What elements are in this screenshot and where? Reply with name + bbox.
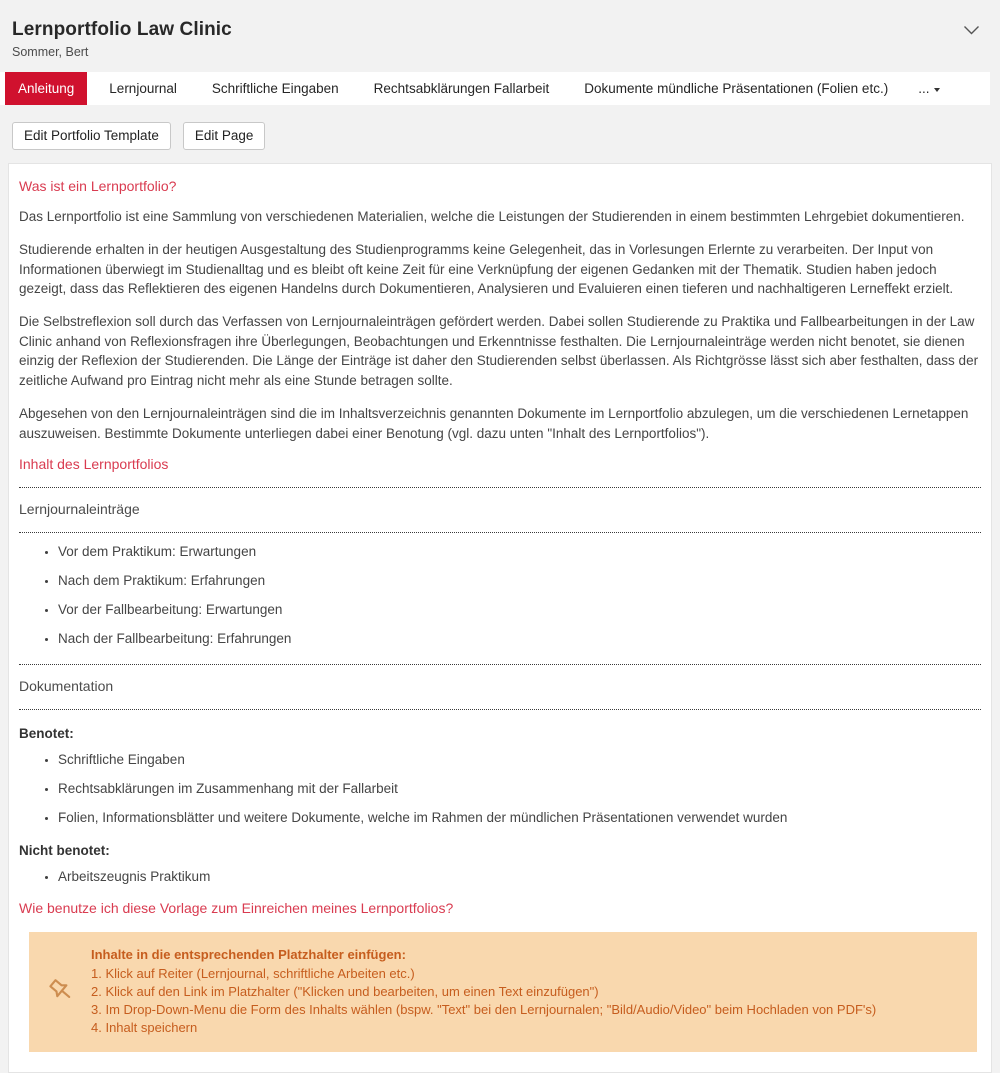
chevron-down-icon xyxy=(963,24,980,39)
tab-lernjournal[interactable] xyxy=(96,72,190,105)
section-heading-inhalt-des-lernportfolios: Inhalt des Lernportfolios xyxy=(19,456,169,473)
tab-label: Anleitung xyxy=(18,81,75,96)
callout-step: 1. Klick auf Reiter (Lernjournal, schriftliche Arbeiten etc.) xyxy=(91,965,415,981)
list-item: • Arbeitszeugnis Praktikum xyxy=(58,868,981,887)
edit-page-button[interactable]: Edit Page xyxy=(183,122,266,150)
list-item: • Folien, Informationsblätter und weitere Dokumente, welche im Rahmen der mündlichen Präsentationen verwendet wurden xyxy=(58,809,981,828)
tab-overflow-menu[interactable] xyxy=(910,72,948,105)
list-item: • Vor der Fallbearbeitung: Erwartungen xyxy=(58,601,981,620)
page-subtitle: Sommer, Bert xyxy=(12,45,89,59)
graded-label: Benotet: xyxy=(19,725,74,741)
list-item: • Schriftliche Eingaben xyxy=(58,751,981,770)
tab-overflow-label: ... xyxy=(918,81,930,96)
callout-text xyxy=(91,946,876,1037)
dotted-divider xyxy=(19,664,981,665)
list-item: • Vor dem Praktikum: Erwartungen xyxy=(58,543,981,562)
toolbar xyxy=(0,105,1000,150)
caret-down-icon xyxy=(934,88,940,92)
callout-title: Inhalte in die entsprechenden Platzhalter einfügen: xyxy=(91,947,406,963)
list-item: • Nach dem Praktikum: Erfahrungen xyxy=(58,572,981,591)
tab-label: Schriftliche Eingaben xyxy=(211,81,339,96)
page-title: Lernportfolio Law Clinic xyxy=(12,19,232,40)
tab-rechtsabklaerungen-fallarbeit[interactable] xyxy=(361,72,563,105)
ungraded-label: Nicht benotet: xyxy=(19,843,110,859)
section-title-lernjournaleintraege: Lernjournaleinträge xyxy=(19,501,140,518)
graded-documents-list xyxy=(19,751,981,828)
section-heading-was-ist-ein-lernportfolio: Was ist ein Lernportfolio? xyxy=(19,178,177,195)
dotted-divider xyxy=(19,709,981,710)
paragraph-selbstreflexion: Die Selbstreflexion soll durch das Verfassen von Lernjournaleinträgen gefördert werden. Dabei sollen Studierende zu Praktika und Fallbearbeitungen in der Law Clinic anhand von Reflexionsfragen ihre Überlegungen, Beobachtungen und Erkenntnisse festhalten. Die Lernjournaleinträge werden nicht benotet, sie dienen einzig der Reflexion der Studierenden. Die Länge der Einträge ist daher den Studierenden selbst überlassen. Als Richtgrösse lässt sich aber festhalten, dass der zeitliche Aufwand pro Eintrag nicht mehr als eine Stunde betragen sollte. xyxy=(19,314,979,389)
list-item: • Nach der Fallbearbeitung: Erfahrungen xyxy=(58,630,981,649)
edit-portfolio-template-button[interactable]: Edit Portfolio Template xyxy=(12,122,171,150)
callout-step: 4. Inhalt speichern xyxy=(91,1020,198,1036)
section-title-dokumentation: Dokumentation xyxy=(19,677,114,694)
callout-step: 2. Klick auf den Link im Platzhalter ("Klicken und bearbeiten, um einen Text einzufügen") xyxy=(91,983,599,999)
info-callout xyxy=(29,932,977,1052)
callout-step: 3. Im Drop-Down-Menu die Form des Inhalts wählen (bspw. "Text" bei den Lernjournalen; "Bild/Audio/Video" beim Hochladen von PDF's) xyxy=(91,1001,877,1017)
tab-label: Lernjournal xyxy=(109,81,177,96)
tab-anleitung[interactable] xyxy=(5,72,87,105)
paragraph-intro: Das Lernportfolio ist eine Sammlung von verschiedenen Materialien, welche die Leistungen der Studierenden in einem bestimmten Lehrgebiet dokumentieren. xyxy=(19,209,965,225)
tab-dokumente-muendliche-praesentationen[interactable] xyxy=(571,72,901,105)
list-item: • Rechtsabklärungen im Zusammenhang mit der Fallarbeit xyxy=(58,780,981,799)
pushpin-icon xyxy=(41,975,79,1009)
section-heading-wie-benutze-ich-diese-vorlage: Wie benutze ich diese Vorlage zum Einreichen meines Lernportfolios? xyxy=(19,900,454,917)
tab-schriftliche-eingaben[interactable] xyxy=(199,72,352,105)
collapse-header-button[interactable] xyxy=(959,20,984,43)
tab-label: Dokumente mündliche Präsentationen (Folien etc.) xyxy=(584,81,889,96)
ungraded-documents-list xyxy=(19,868,981,887)
tab-label: Rechtsabklärungen Fallarbeit xyxy=(373,81,550,96)
dotted-divider xyxy=(19,532,981,533)
page-header xyxy=(0,0,1000,72)
paragraph-studierende: Studierende erhalten in der heutigen Ausgestaltung des Studienprogramms keine Gelegenheit, das in Vorlesungen Erlernte zu verarbeiten. Der Input von Informationen überwiegt im Studienalltag und es bleibt oft keine Zeit für eine Verknüpfung der eigenen Gedanken mit der Thematik. Studien haben jedoch gezeigt, dass das Reflektieren des eigenen Handelns durch Dokumentieren, Analysieren und Evaluieren einen tieferen und nachhaltigeren Lerneffekt erzielt. xyxy=(19,241,954,297)
dotted-divider xyxy=(19,487,981,488)
paragraph-abgesehen: Abgesehen von den Lernjournaleinträgen sind die im Inhaltsverzeichnis genannten Dokumente im Lernportfolio abzulegen, um die verschiedenen Lernetappen auszuweisen. Bestimmte Dokumente unterliegen dabei einer Benotung (vgl. dazu unten "Inhalt des Lernportfolios"). xyxy=(19,405,969,441)
content-panel xyxy=(8,163,992,1073)
journal-entries-list xyxy=(19,543,981,649)
tab-bar xyxy=(0,72,990,105)
